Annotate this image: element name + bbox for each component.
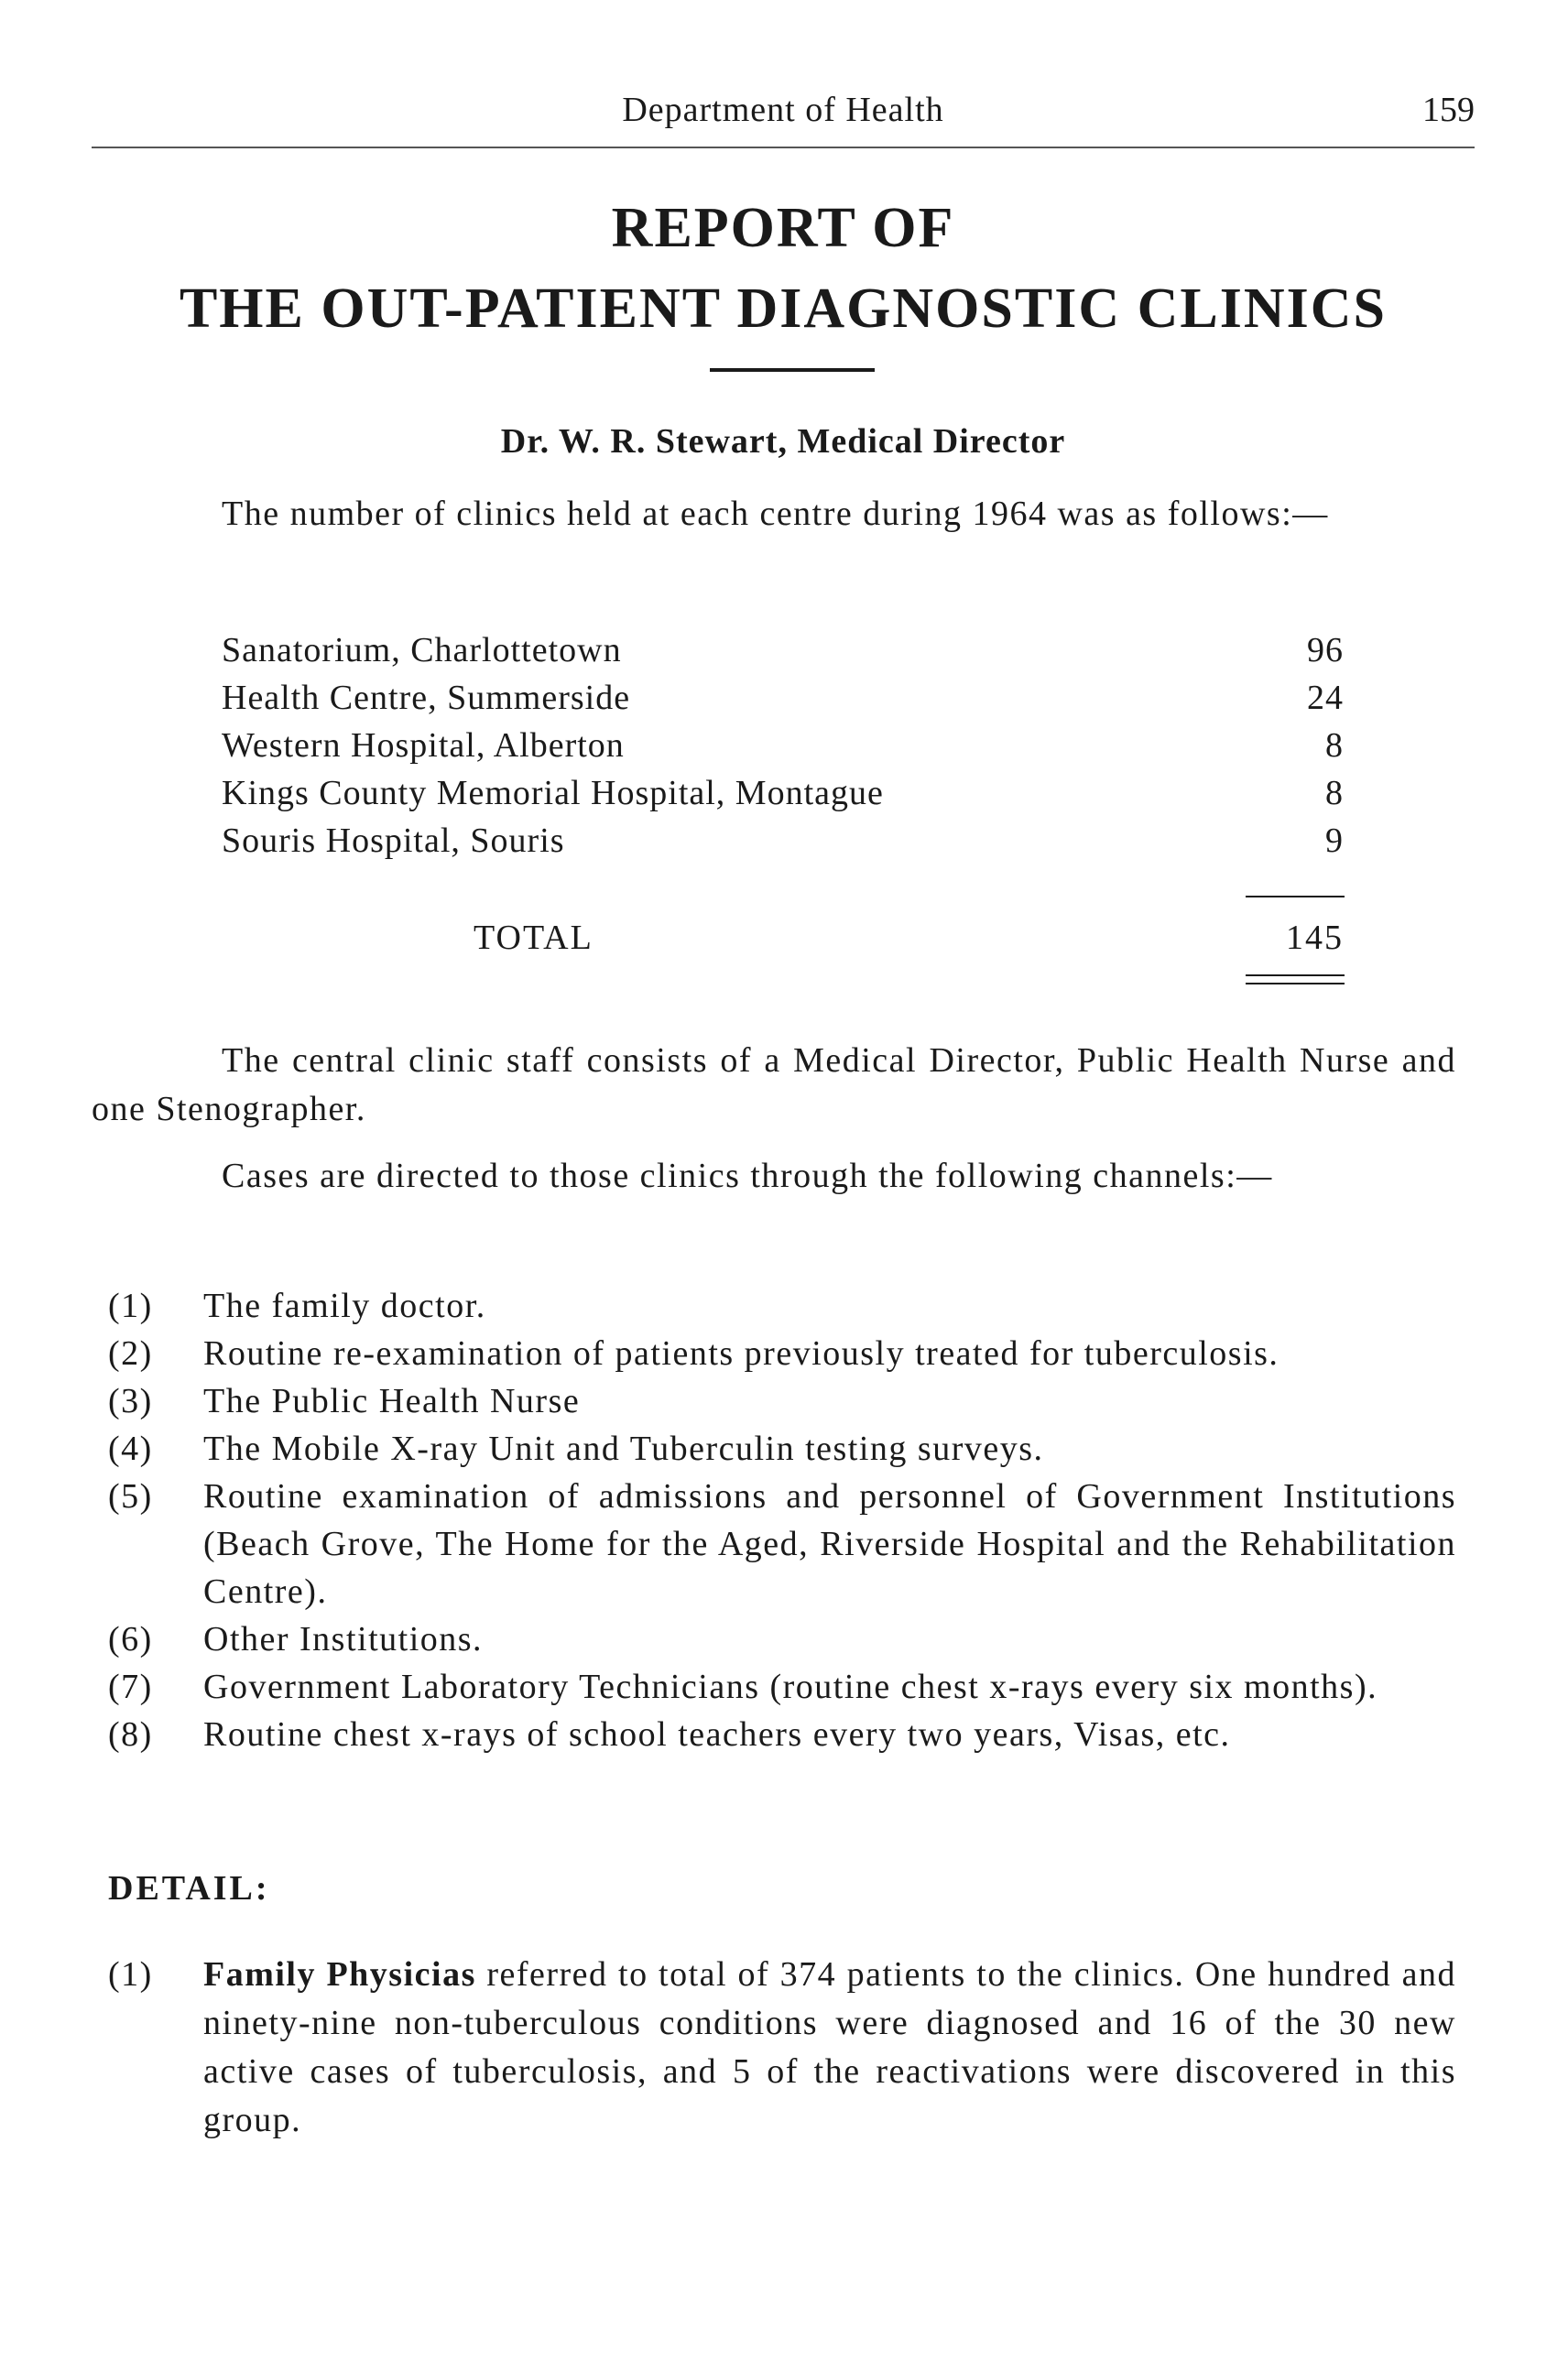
page-number: 159 <box>1422 91 1475 129</box>
list-item-number: (4) <box>108 1430 153 1468</box>
staff-paragraph: The central clinic staff consists of a Medical Director, Public Health Nurse and one Stenographer. <box>92 1041 1456 1128</box>
list-item-text: Other Institutions. <box>203 1620 484 1659</box>
list-item-text: Routine chest x-rays of school teachers every two years, Visas, etc. <box>203 1715 1231 1754</box>
channels-intro-paragraph: Cases are directed to those clinics through the following channels:— <box>222 1157 1273 1195</box>
total-row <box>222 918 1344 965</box>
detail-list <box>92 1951 1456 2145</box>
total-rule-top <box>1246 896 1345 897</box>
list-item-text: Routine re-examination of patients previously treated for tuberculosis. <box>203 1334 1279 1373</box>
clinic-row <box>222 725 1344 773</box>
clinic-name: Kings County Memorial Hospital, Montague <box>222 774 884 812</box>
title-rule <box>710 368 875 372</box>
total-double-rule <box>1246 974 1345 984</box>
clinic-count: 8 <box>1325 774 1344 812</box>
channels-list <box>92 1282 1456 1758</box>
list-item <box>92 1615 1456 1663</box>
clinic-row <box>222 678 1344 725</box>
list-item-number: (1) <box>108 1955 153 1994</box>
list-item-text: referred to total of 374 patients to the clinics. One hundred and ninety-nine non-tuberculous conditions were diagnosed and 16 of the 30 new active cases of tuberculosis, and 5 of the reactivations were discovered in this group. <box>203 1955 1457 2139</box>
detail-heading: DETAIL: <box>108 1869 270 1908</box>
list-item-number: (3) <box>108 1382 153 1420</box>
list-item <box>92 1425 1456 1473</box>
total-value: 145 <box>1286 919 1344 957</box>
clinic-name: Health Centre, Summerside <box>222 679 631 717</box>
detail-lead-term: Family Physicias <box>203 1955 476 1994</box>
list-item-text: The family doctor. <box>203 1287 486 1325</box>
list-item <box>92 1711 1456 1758</box>
report-title-line-2: THE OUT-PATIENT DIAGNOSTIC CLINICS <box>179 277 1388 340</box>
clinic-count-table <box>222 630 1344 868</box>
list-item-text: Routine examination of admissions and personnel of Government Institutions (Beach Grove, The Home for the Aged, Riverside Hospital and the Rehabilitation Centre). <box>203 1477 1456 1611</box>
intro-paragraph: The number of clinics held at each centre during 1964 was as follows:— <box>222 495 1329 533</box>
medical-director-byline: Dr. W. R. Stewart, Medical Director <box>500 422 1066 461</box>
total-label: TOTAL <box>474 919 593 957</box>
clinic-row <box>222 630 1344 678</box>
list-item-text: The Mobile X-ray Unit and Tuberculin testing surveys. <box>203 1430 1044 1468</box>
list-item <box>92 1377 1456 1425</box>
list-item <box>92 1473 1456 1615</box>
list-item-number: (5) <box>108 1477 153 1516</box>
clinic-count: 24 <box>1307 679 1344 717</box>
list-item-number: (1) <box>108 1287 153 1325</box>
list-item-number: (2) <box>108 1334 153 1373</box>
list-item <box>92 1663 1456 1711</box>
clinic-row <box>222 773 1344 821</box>
running-header-title: Department of Health <box>622 91 944 129</box>
clinic-row <box>222 821 1344 868</box>
clinic-name: Souris Hospital, Souris <box>222 821 565 860</box>
list-item-text: The Public Health Nurse <box>203 1382 581 1420</box>
clinic-count: 8 <box>1325 726 1344 765</box>
clinic-name: Sanatorium, Charlottetown <box>222 631 622 669</box>
list-item-number: (7) <box>108 1668 153 1706</box>
list-item-number: (6) <box>108 1620 153 1659</box>
list-item <box>92 1282 1456 1330</box>
list-item-text: Government Laboratory Technicians (routine chest x-rays every six months). <box>203 1668 1378 1706</box>
list-item <box>92 1330 1456 1377</box>
running-header <box>92 81 1475 148</box>
clinic-count: 9 <box>1325 821 1344 860</box>
list-item-number: (8) <box>108 1715 153 1754</box>
list-item <box>92 1951 1456 2145</box>
clinic-name: Western Hospital, Alberton <box>222 726 625 765</box>
report-title-line-1: REPORT OF <box>611 197 955 259</box>
clinic-count: 96 <box>1307 631 1344 669</box>
